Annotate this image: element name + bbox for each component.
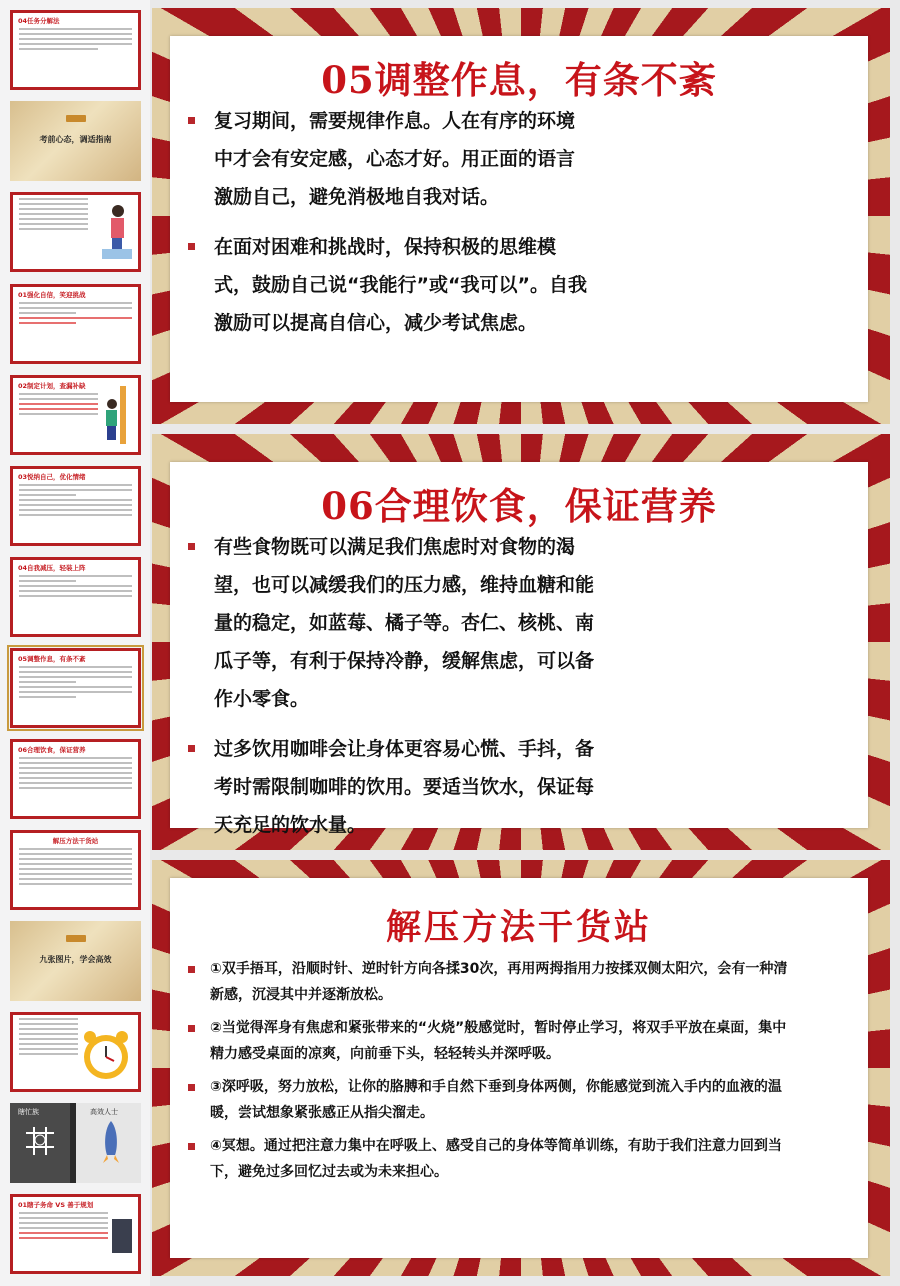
bullet-square-icon: [188, 1025, 195, 1032]
slide-thumbnail-13[interactable]: [10, 1103, 141, 1183]
slide-thumbnail-14[interactable]: [10, 1194, 141, 1274]
bullet-item: [188, 528, 608, 718]
slide-panel-06[interactable]: [152, 434, 890, 850]
bullet-list: [188, 528, 608, 850]
slide-thumbnail-8[interactable]: [10, 648, 141, 728]
slide-thumbnail-panel: [0, 0, 150, 1286]
thumb-title: 考前心态，调适指南: [39, 135, 112, 144]
thumb-title: 04自我减压，轻装上阵: [18, 564, 86, 572]
slide-thumbnail-4[interactable]: [10, 284, 141, 364]
bullet-item: [188, 730, 608, 844]
slide-thumbnail-7[interactable]: [10, 557, 141, 637]
slide-thumbnail-3[interactable]: [10, 192, 141, 272]
bullet-item: [188, 1074, 798, 1126]
thumb-title: 九张图片，学会高效: [39, 955, 112, 964]
bullet-square-icon: [188, 1143, 195, 1150]
slide-title: 05调整作息，有条不紊: [321, 58, 717, 102]
bullet-text: ①双手捂耳，沿顺时针、逆时针方向各揉30次，再用两拇指用力按揉双侧太阳穴，会有一种清新感，沉浸其中并逐渐放松。: [210, 961, 788, 1003]
bullet-square-icon: [188, 243, 195, 250]
slide-thumbnail-11[interactable]: [10, 921, 141, 1001]
bullet-item: [188, 228, 588, 342]
slide-title: 06合理饮食，保证营养: [321, 484, 717, 528]
slide-thumbnail-2[interactable]: [10, 101, 141, 181]
thumb-title: 04任务分解法: [18, 17, 60, 25]
thumb-title: 03悦纳自己，优化情绪: [18, 473, 86, 481]
thumb-title: 解压方法干货站: [52, 837, 99, 845]
bullet-text: 过多饮用咖啡会让身体更容易心慌、手抖，备考时需限制咖啡的饮用。要适当饮水，保证每天充足的饮水量。: [214, 738, 595, 836]
alarm-clock-icon: [80, 1025, 132, 1083]
section-badge: [66, 935, 86, 942]
thumb-title: 02制定计划，查漏补缺: [18, 382, 86, 390]
slide-content-card: [170, 36, 868, 402]
slide-thumbnail-10[interactable]: [10, 830, 141, 910]
bullet-square-icon: [188, 1084, 195, 1091]
slide-thumbnail-1[interactable]: [10, 10, 141, 90]
tangled-lines-icon: [24, 1125, 56, 1157]
slide-content-card: [170, 878, 868, 1258]
thumb-title: 01瞎子务命 VS 善于规划: [18, 1201, 94, 1209]
bullet-square-icon: [188, 966, 195, 973]
thumb-label-busy: 瞎忙族: [18, 1108, 39, 1116]
bullet-list: [188, 956, 798, 1192]
pencil-climber-illustration: [100, 384, 134, 448]
bullet-list: [188, 102, 588, 354]
thumb-title: 01强化自信，笑迎挑战: [18, 291, 86, 299]
bullet-item: [188, 956, 798, 1008]
bullet-text: ③深呼吸，努力放松，让你的胳膊和手自然下垂到身体两侧，你能感觉到流入手内的血液的温暖，尝试想象紧张感正从指尖溜走。: [210, 1079, 782, 1121]
slide-panel-05[interactable]: [152, 8, 890, 424]
slide-title: 解压方法干货站: [385, 907, 652, 948]
thumb-title: 05调整作息，有条不紊: [18, 655, 86, 663]
slide-thumbnail-9[interactable]: [10, 739, 141, 819]
slide-thumbnail-12[interactable]: [10, 1012, 141, 1092]
bullet-text: ④冥想。通过把注意力集中在呼吸上、感受自己的身体等简单训练，有助于我们注意力回到当下，避免过多回忆过去或为未来担心。: [210, 1138, 782, 1180]
slide-thumbnail-5[interactable]: [10, 375, 141, 455]
bullet-text: 有些食物既可以满足我们焦虑时对食物的渴望，也可以减缓我们的压力感，维持血糖和能量的稳定，如蓝莓、橘子等。杏仁、核桃、南瓜子等，有利于保持冷静，缓解焦虑，可以备作小零食。: [214, 536, 595, 710]
bullet-text: ②当觉得浑身有焦虑和紧张带来的“火烧”般感觉时，暂时停止学习，将双手平放在桌面，集中精力感受桌面的凉爽，向前垂下头，轻轻转头并深呼吸。: [210, 1020, 787, 1062]
bullet-square-icon: [188, 117, 195, 124]
bullet-square-icon: [188, 745, 195, 752]
thumb-label-efficient: 高效人士: [90, 1108, 118, 1116]
bullet-item: [188, 1015, 798, 1067]
bullet-item: [188, 1133, 798, 1185]
section-badge: [66, 115, 86, 122]
bullet-square-icon: [188, 543, 195, 550]
bullet-text: 复习期间，需要规律作息。人在有序的环境中才会有安定感，心态才好。用正面的语言激励自己，避免消极地自我对话。: [214, 110, 576, 208]
thumb-title: 06合理饮食，保证营养: [18, 746, 86, 754]
slide-panel-tips[interactable]: [152, 860, 890, 1276]
slide-thumbnail-6[interactable]: [10, 466, 141, 546]
bullet-text: 在面对困难和挑战时，保持积极的思维模式，鼓励自己说“我能行”或“我可以”。自我激励可以提高自信心，减少考试焦虑。: [214, 236, 587, 334]
student-illustration: [100, 201, 134, 265]
rocket-icon: [98, 1119, 124, 1167]
bullet-item: [188, 102, 588, 216]
slide-content-card: [170, 462, 868, 836]
